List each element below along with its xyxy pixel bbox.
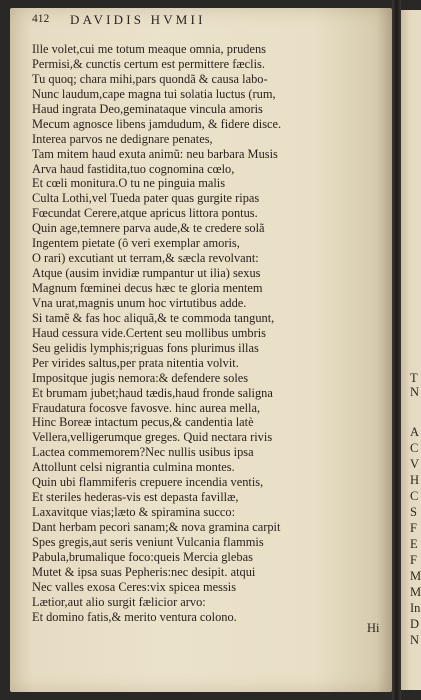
text-line: Nunc laudum,cape magna tui solatia luctus (rum, (32, 86, 276, 101)
facing-page-letter: A (410, 425, 420, 439)
text-line: Dant herbam pecori sanam;& nova gramina carpit (32, 520, 281, 534)
facing-page-letter: In (410, 601, 421, 615)
facing-page-letter: M (410, 569, 421, 583)
text-line: Haud cessura vide.Certent seu mollibus umbris (32, 325, 267, 340)
facing-page-letter: N (410, 385, 420, 399)
text-line: Haud ingrata Deo,geminataque vincula amoris (32, 101, 263, 116)
text-line: Culta Lothi,vel Tueda pater quas gurgite ripas (32, 191, 260, 206)
text-line: Spes gregis,aut seris veniunt Vulcania flammis (32, 534, 264, 549)
book-gutter (392, 0, 401, 700)
text-line: Magnum fœminei decus hæc te gloria mentem (32, 281, 263, 295)
text-line: Ingentem pietate (ô veri exemplar amoris, (32, 236, 240, 251)
text-line: Et steriles hederas-vis est depasta favillæ, (32, 490, 239, 505)
page-number: 412 (32, 13, 50, 25)
text-line: Mecum agnosce libens jamdudum, & fidere disce. (32, 116, 282, 131)
text-line: Atque (ausim invidiæ rumpantur ut ilia) sexus (32, 266, 261, 281)
facing-page-letter: C (410, 489, 419, 503)
facing-page-letter: H (410, 473, 420, 487)
text-line: O rari) excutiant ut terram,& sæcla revolvant: (32, 251, 259, 266)
text-line: Fraudatura focosve favosve. hinc aurea mella, (32, 400, 261, 415)
text-line: Hinc Boreæ intactum pecus,& candentia latè (32, 415, 254, 430)
text-line: Seu gelidis lymphis;riguas fons plurimus illas (32, 340, 259, 355)
running-title: DAVIDIS HVMII (70, 12, 206, 27)
text-line: Per virides saltus,per prata nitentia volvit. (32, 355, 239, 370)
facing-page-letter: C (410, 441, 419, 455)
text-line: Nec valles exosa Ceres:vix spicea messis (32, 579, 237, 594)
text-line: Attollunt celsi nigrantia culmina montes. (32, 460, 235, 475)
catchword: Hi (367, 621, 380, 635)
text-line: Interea parvos ne dedignare penates, (32, 131, 213, 146)
text-line: Permisi,& cunctis certum est permittere fæclis. (32, 56, 265, 71)
text-line: Mutet & ipsa suas Pepheris:nec desipit. atqui (32, 564, 256, 579)
facing-page-letter: E (410, 537, 418, 551)
text-line: Ille volet,cui me totum meaque omnia, prudens (32, 42, 266, 56)
text-line: Laxavitque vias;læto & spiramina succo: (32, 505, 236, 520)
text-line: Tam mitem haud exuta animũ: neu barbara Musis (32, 146, 278, 161)
text-line: Et brumam jubet;haud tædis,haud fronde saligna (32, 385, 273, 400)
text-line: Et cœli monitura.O tu ne pinguia malis (32, 176, 226, 191)
facing-page-letter: T (410, 371, 418, 385)
poem-text (32, 42, 386, 625)
text-line: Quin ubi flammiferis crepuere incendia ventis, (32, 475, 264, 490)
text-line: Arva haud fastidita,tuo cognomina cœlo, (32, 161, 235, 176)
text-line: Vellera,velligerumque greges. Quid nectara rivis (32, 430, 273, 445)
text-line: Lætior,aut alio surgit fælicior arvo: (32, 594, 206, 609)
facing-page-letter: F (410, 553, 417, 567)
text-line: Tu quoq; chara mihi,pars quondã & causa labo- (32, 71, 268, 86)
text-line: Vna urat,magnis unum hoc virtutibus adde. (32, 295, 247, 310)
text-line: Et domino fatis,& merito ventura colono. (32, 609, 237, 624)
facing-page-letter: M (410, 585, 421, 599)
facing-page-letter: S (410, 505, 417, 519)
text-line: Fœcundat Cerere,atque apricus littora pontus. (32, 206, 258, 221)
facing-page-letter: V (410, 457, 420, 471)
text-line: Lactea commemorem?Nec nullis usibus ipsa (32, 445, 254, 460)
facing-page-letter: D (410, 617, 420, 631)
text-line: Pabula,brumalique foco:queis Mercia glebas (32, 549, 253, 564)
text-line: Quin age,temnere parva aude,& te credere solã (32, 221, 265, 236)
text-line: Si tamẽ & fas hoc aliquã,& te commoda tangunt, (32, 310, 275, 325)
facing-page-letter: N (410, 633, 420, 647)
text-line: Impositque jugis nemora:& defendere soles (32, 370, 249, 385)
facing-page-letter: F (410, 521, 417, 535)
